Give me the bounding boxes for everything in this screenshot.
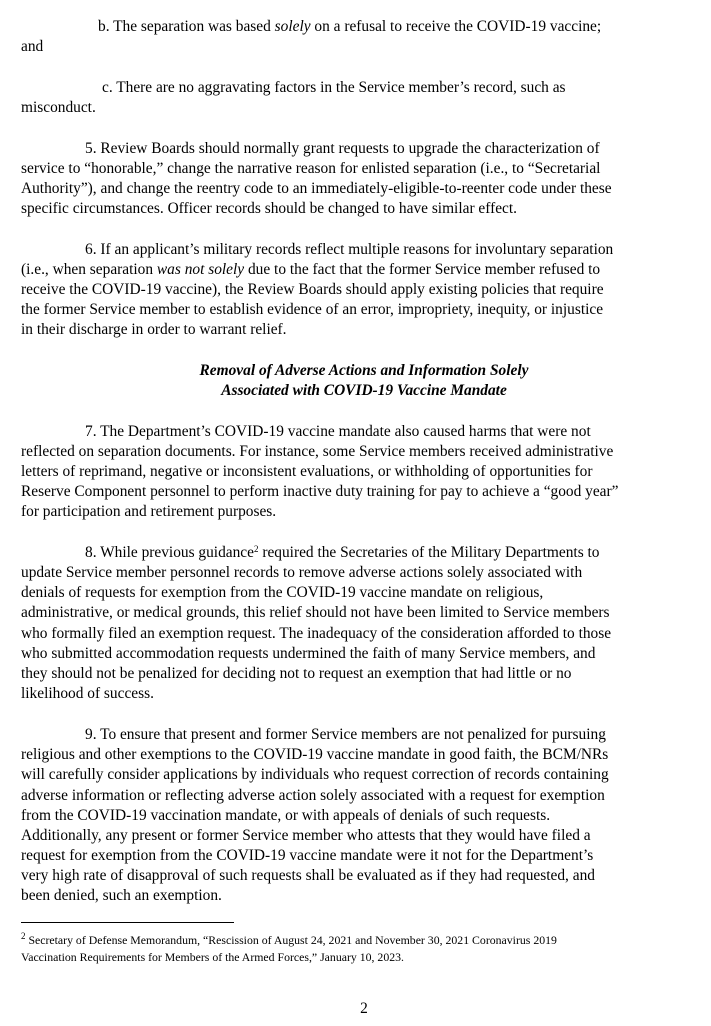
page-number: 2 — [360, 1000, 368, 1017]
para-7-line-5: for participation and retirement purposes. — [21, 503, 277, 520]
para-9-line-2: religious and other exemptions to the COVID-19 vaccine mandate in good faith, the BCM/NRs — [21, 746, 609, 763]
para-b-text-end: on a refusal to receive the COVID-19 vaccine; — [310, 18, 602, 35]
para-8-line-5: who formally filed an exemption request. The inadequacy of the consideration afforded to those — [21, 625, 612, 642]
para-6-line-4: the former Service member to establish evidence of an error, impropriety, inequity, or injustice — [21, 301, 604, 318]
para-8-line-6: who submitted accommodation requests undermined the faith of many Service members, and — [21, 645, 596, 662]
para-9-line-6: Additionally, any present or former Service member who attests that they would have filed a — [21, 827, 591, 844]
para-9-line-8: very high rate of disapproval of such requests shall be evaluated as if they had requested, and — [21, 867, 595, 884]
para-6-line-2 — [21, 260, 600, 280]
para-8-line-1 — [85, 543, 600, 563]
para-8-line-8: likelihood of success. — [21, 685, 154, 702]
para-7-line-2: reflected on separation documents. For instance, some Service members received administrative — [21, 443, 614, 460]
para-8-line-3: denials of requests for exemption from the COVID-19 vaccine mandate on religious, — [21, 584, 544, 601]
para-6-line-3: receive the COVID-19 vaccine), the Review Boards should apply existing policies that require — [21, 281, 604, 298]
para-5-line-1: 5. Review Boards should normally grant requests to upgrade the characterization of — [85, 140, 600, 157]
para-b-line-2: and — [21, 38, 44, 55]
para-5-line-2: service to “honorable,” change the narrative reason for enlisted separation (i.e., to “Secretarial — [21, 160, 601, 177]
para-6-line-1: 6. If an applicant’s military records reflect multiple reasons for involuntary separation — [85, 241, 614, 258]
para-6-emphasis: was not solely — [156, 261, 245, 278]
para-7-line-4: Reserve Component personnel to perform inactive duty training for pay to achieve a “good year” — [21, 483, 619, 500]
footnote-ref: 2 — [253, 544, 259, 554]
para-7-line-3: letters of reprimand, negative or inconsistent evaluations, or withholding of opportunities for — [21, 463, 593, 480]
para-8-line-4: administrative, or medical grounds, this relief should not have been limited to Service members — [21, 604, 610, 621]
para-9-line-5: from the COVID-19 vaccination mandate, or with appeals of denials of such requests. — [21, 807, 551, 824]
footnote-divider — [21, 922, 234, 923]
para-b-emphasis: solely — [274, 18, 311, 35]
footnote-line-1 — [21, 932, 557, 949]
para-6-text: (i.e., when separation — [21, 261, 157, 278]
para-9-line-1: 9. To ensure that present and former Service members are not penalized for pursuing — [85, 726, 606, 743]
para-9-line-4: adverse information or reflecting adverse action solely associated with a request for exemption — [21, 787, 605, 804]
para-b-text: b. The separation was based — [98, 18, 275, 35]
para-9-line-9: been denied, such an exemption. — [21, 887, 222, 904]
para-9-line-3: will carefully consider applications by individuals who request correction of records containing — [21, 766, 609, 783]
section-heading-line-1: Removal of Adverse Actions and Information Solely — [199, 362, 529, 379]
para-7-line-1: 7. The Department’s COVID-19 vaccine mandate also caused harms that were not — [85, 423, 591, 440]
para-8-text-end: required the Secretaries of the Military Departments to — [258, 544, 600, 561]
para-9-line-7: request for exemption from the COVID-19 vaccine mandate were it not for the Department’s — [21, 847, 594, 864]
para-c-line-2: misconduct. — [21, 99, 96, 116]
para-8-line-2: update Service member personnel records to remove adverse actions solely associated with — [21, 564, 583, 581]
para-c-line-1: c. There are no aggravating factors in the Service member’s record, such as — [102, 79, 566, 96]
footnote-line-2: Vaccination Requirements for Members of the Armed Forces,” January 10, 2023. — [21, 950, 404, 964]
para-5-line-4: specific circumstances. Officer records should be changed to have similar effect. — [21, 200, 518, 217]
section-heading-line-2: Associated with COVID-19 Vaccine Mandate — [221, 382, 507, 399]
footnote-marker: 2 — [21, 931, 26, 941]
footnote-text: Secretary of Defense Memorandum, “Rescission of August 24, 2021 and November 30, 2021 Coronavirus 2019 — [25, 933, 557, 947]
para-5-line-3: Authority”), and change the reentry code to an immediately-eligible-to-reenter code under these — [21, 180, 612, 197]
para-8-text: 8. While previous guidance — [85, 544, 254, 561]
para-b-line-1 — [98, 17, 601, 37]
para-6-line-5: in their discharge in order to warrant relief. — [21, 321, 287, 338]
para-8-line-7: they should not be penalized for deciding not to request an exemption that had little or no — [21, 665, 572, 682]
para-6-text-end: due to the fact that the former Service member refused to — [244, 261, 601, 278]
